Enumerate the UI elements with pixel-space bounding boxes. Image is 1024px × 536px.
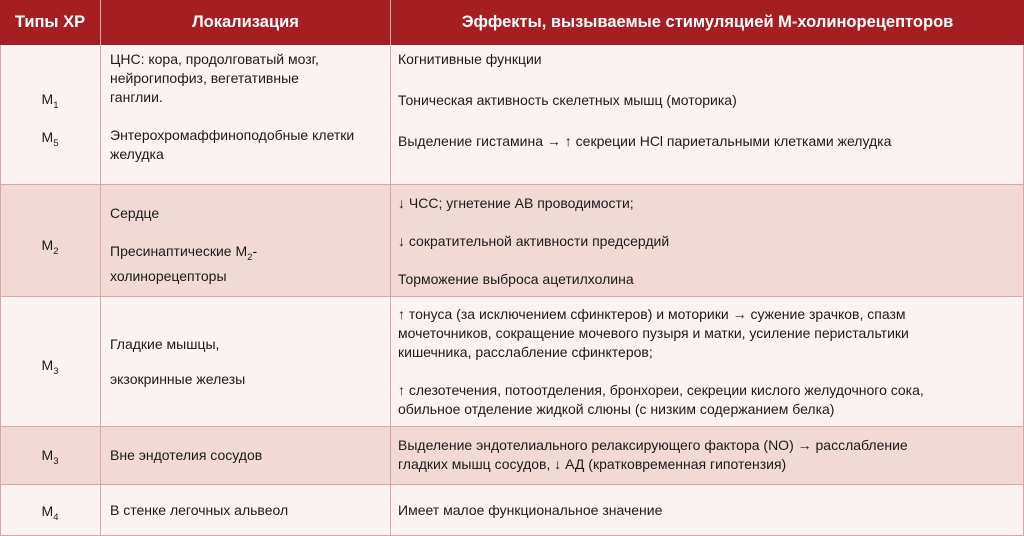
effects-cell: Имеет малое функциональное значение	[398, 502, 663, 518]
receptor-type: $M_1$	[41, 91, 59, 111]
table-border-left	[0, 45, 1, 536]
effects-cell: ↓ ЧСС; угнетение АВ проводимости; ↓ сократительной активности предсердий Торможение выброса ацетилхолина	[398, 195, 670, 287]
column-divider	[100, 45, 101, 536]
row-divider	[0, 184, 1024, 185]
receptor-type: $M_5$	[41, 129, 59, 149]
row-divider	[0, 426, 1024, 427]
effects-cell: Выделение эндотелиального релаксирующего фактора (NO) → расслабление гладких мышц сосудов, ↓ АД (кратковременная гипотензия)	[398, 437, 908, 472]
column-divider	[390, 45, 391, 536]
table-row	[0, 185, 1024, 296]
table-row	[0, 45, 1024, 184]
effects-cell: Когнитивные функции Тоническая активность скелетных мышц (моторика) Выделение гистамина → ↑ секреции HCl париетальными клетками желудка	[398, 51, 892, 149]
receptor-type: $M_2$	[41, 237, 59, 257]
effects-cell: ↑ тонуса (за исключением сфинктеров) и моторики → сужение зрачков, спазм мочеточников, сокращение мочевого пузыря и матки, усиление перистальтики кишечника, расслабление сфинктеров; ↑ слезотечения, потоотделения, бронхореи, секреции кислого желудочного сока, обильное отделение жидкой слюны (с низким содержанием белка)	[398, 306, 924, 417]
localization-cell: Вне эндотелия сосудов	[110, 447, 263, 463]
row-divider	[0, 484, 1024, 485]
localization-cell: В стенке легочных альвеол	[110, 502, 289, 518]
localization-cell: Сердце Пресинаптические $М_2-$ холинорецепторы	[110, 205, 258, 284]
localization-cell: Гладкие мышцы, экзокринные железы	[110, 336, 246, 387]
receptor-type: $M_3$	[41, 357, 59, 377]
localization-cell: ЦНС: кора, продолговатый мозг, нейрогипофиз, вегетативные ганглии. Энтерохромаффиноподобные клетки желудка	[110, 51, 355, 162]
header-localization: Локализация	[192, 13, 299, 31]
table-header	[0, 0, 1024, 45]
receptor-type: $M_4$	[41, 503, 59, 523]
receptor-type: $M_3$	[41, 447, 59, 467]
header-effects: Эффекты, вызываемые стимуляцией М-холинорецепторов	[461, 13, 954, 31]
row-divider	[0, 296, 1024, 297]
table-row	[0, 427, 1024, 484]
table-row	[0, 297, 1024, 426]
header-types: Типы ХР	[14, 13, 86, 31]
table-row	[0, 485, 1024, 536]
